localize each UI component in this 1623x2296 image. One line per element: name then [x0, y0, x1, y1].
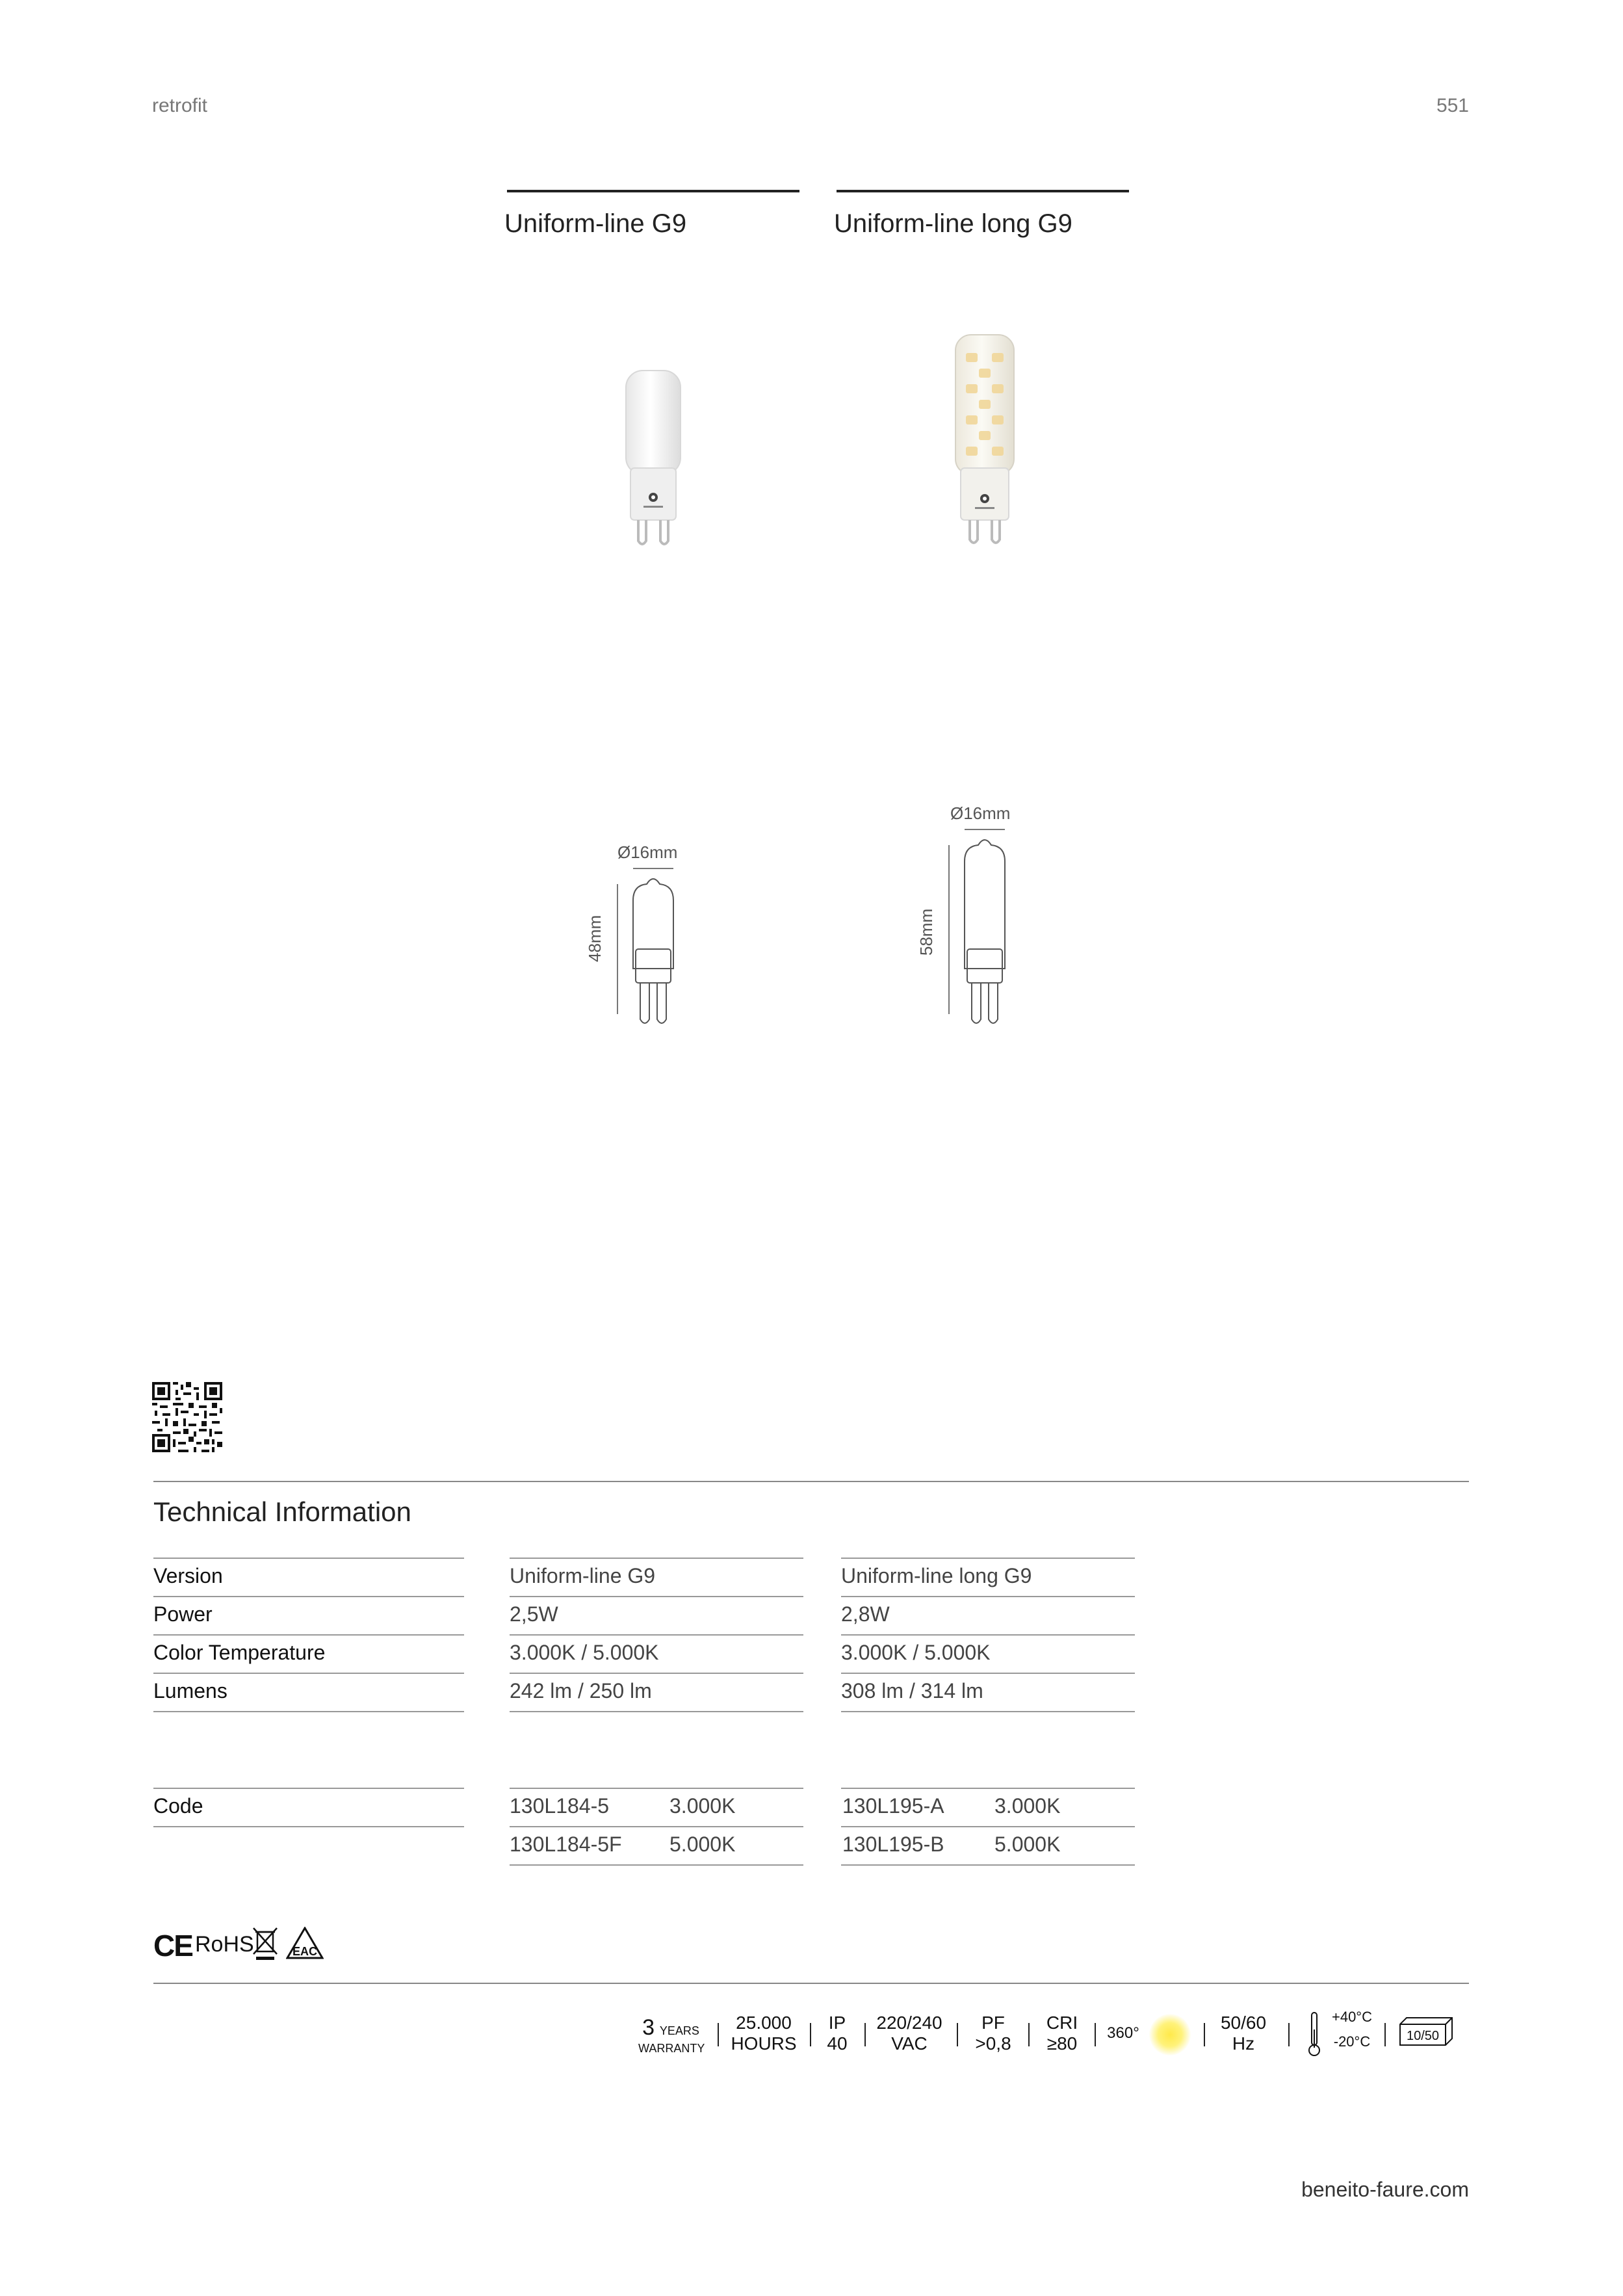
cell-version-1: Uniform-line G9 — [510, 1564, 656, 1587]
cell-color-temperature-1: 3.000K / 5.000K — [510, 1641, 659, 1664]
spec-separator — [957, 2023, 958, 2046]
spec-separator — [810, 2023, 811, 2046]
spec-separator — [1384, 2023, 1386, 2046]
thermometer-icon — [1306, 2011, 1322, 2057]
beam-angle: 360° — [1107, 2024, 1139, 2042]
product-photo-1 — [611, 364, 695, 553]
row-label-code: Code — [153, 1794, 203, 1818]
dimension-height-1: 48mm — [585, 915, 604, 962]
table-rule — [841, 1673, 1135, 1674]
cell-power-2: 2,8W — [841, 1602, 890, 1626]
row-label-version: Version — [153, 1564, 223, 1587]
ip-label: IP — [828, 2013, 846, 2033]
tech-info-title: Technical Information — [153, 1496, 411, 1527]
table-rule — [153, 1711, 464, 1712]
spec-separator — [1288, 2023, 1290, 2046]
table-rule — [153, 1788, 464, 1789]
table-rule — [153, 1826, 464, 1827]
code-temp-2-1: 5.000K — [669, 1833, 736, 1856]
dimension-height-2: 58mm — [916, 908, 936, 956]
spec-separator — [1095, 2023, 1096, 2046]
voltage-value: 220/240 — [876, 2013, 942, 2033]
table-rule — [510, 1596, 803, 1597]
temp-min: -20°C — [1333, 2033, 1371, 2050]
cri-value: ≥80 — [1046, 2033, 1078, 2054]
table-rule — [841, 1788, 1135, 1789]
frequency-badge — [1213, 2013, 1274, 2054]
dimension-diameter-2: Ø16mm — [950, 803, 1011, 823]
table-rule — [510, 1788, 803, 1789]
cri-label: CRI — [1046, 2013, 1078, 2033]
pf-label: PF — [981, 2013, 1005, 2033]
lifetime-badge — [728, 2013, 799, 2054]
product-photo-2 — [942, 328, 1027, 549]
pack-quantity: 10/50 — [1406, 2029, 1440, 2043]
code-temp-1-2: 3.000K — [994, 1794, 1061, 1818]
frequency-label: Hz — [1232, 2033, 1255, 2054]
website-link[interactable]: beneito-faure.com — [1301, 2178, 1469, 2201]
table-rule — [841, 1826, 1135, 1827]
table-rule — [153, 1673, 464, 1674]
code-temp-2-2: 5.000K — [994, 1833, 1061, 1856]
rohs-mark: RoHS — [195, 1932, 254, 1957]
code-temp-1-1: 3.000K — [669, 1794, 736, 1818]
dimension-diameter-1: Ø16mm — [617, 842, 678, 862]
page-number: 551 — [1436, 95, 1469, 116]
temp-max: +40°C — [1331, 2009, 1372, 2025]
spec-separator — [718, 2023, 719, 2046]
cell-version-2: Uniform-line long G9 — [841, 1564, 1032, 1587]
specs-rule — [153, 1983, 1469, 1984]
section-name: retrofit — [152, 95, 208, 116]
row-label-color-temperature: Color Temperature — [153, 1641, 326, 1664]
row-label-lumens: Lumens — [153, 1679, 227, 1702]
table-rule — [153, 1558, 464, 1559]
temp-range — [1326, 2009, 1378, 2050]
table-rule — [510, 1826, 803, 1827]
table-rule — [841, 1558, 1135, 1559]
ce-mark: CE — [153, 1929, 192, 1963]
warranty-label: WARRANTY — [638, 2042, 705, 2055]
table-rule — [841, 1634, 1135, 1636]
table-rule — [841, 1596, 1135, 1597]
product-title-1: Uniform-line G9 — [504, 209, 687, 238]
code-1-2: 130L195-A — [842, 1794, 944, 1818]
warranty-years: 3 — [642, 2015, 655, 2040]
code-1-1: 130L184-5 — [510, 1794, 610, 1818]
tech-section-rule — [153, 1481, 1469, 1482]
cell-color-temperature-2: 3.000K / 5.000K — [841, 1641, 991, 1664]
eac-mark-label: EAC — [292, 1945, 318, 1958]
cell-power-1: 2,5W — [510, 1602, 558, 1626]
pack-box-icon — [1397, 2014, 1455, 2049]
voltage-label: VAC — [891, 2033, 928, 2054]
ip-value: 40 — [827, 2033, 848, 2054]
row-label-power: Power — [153, 1602, 213, 1626]
warranty-unit: YEARS — [659, 2024, 699, 2037]
table-rule — [153, 1634, 464, 1636]
lifetime-hours: 25.000 — [736, 2013, 792, 2033]
product-title-rule-2 — [837, 190, 1129, 192]
code-2-2: 130L195-B — [842, 1833, 944, 1856]
table-rule — [510, 1864, 803, 1866]
ip-badge — [819, 2013, 855, 2054]
weee-bin-icon — [252, 1927, 278, 1961]
table-rule — [841, 1864, 1135, 1866]
code-2-1: 130L184-5F — [510, 1833, 622, 1856]
spec-separator — [864, 2023, 866, 2046]
dimension-drawing-2 — [936, 826, 1033, 1040]
pf-value: >0,8 — [975, 2033, 1011, 2054]
lifetime-label: HOURS — [731, 2033, 797, 2054]
frequency-value: 50/60 — [1220, 2013, 1267, 2033]
table-rule — [510, 1673, 803, 1674]
spec-separator — [1204, 2023, 1205, 2046]
qr-code[interactable] — [152, 1382, 222, 1452]
table-rule — [510, 1711, 803, 1712]
cell-lumens-2: 308 lm / 314 lm — [841, 1679, 983, 1702]
dimension-drawing-1 — [604, 865, 702, 1040]
warranty-badge — [638, 2015, 703, 2055]
cell-lumens-1: 242 lm / 250 lm — [510, 1679, 652, 1702]
table-rule — [510, 1634, 803, 1636]
cri-badge — [1036, 2013, 1088, 2054]
beam-glow-icon — [1149, 2014, 1191, 2055]
product-title-2: Uniform-line long G9 — [834, 209, 1072, 238]
table-rule — [510, 1558, 803, 1559]
spec-separator — [1028, 2023, 1030, 2046]
product-title-rule-1 — [507, 190, 799, 192]
eac-mark-icon — [286, 1927, 324, 1961]
table-rule — [153, 1596, 464, 1597]
power-factor-badge — [966, 2013, 1020, 2054]
table-rule — [841, 1711, 1135, 1712]
voltage-badge — [872, 2013, 946, 2054]
